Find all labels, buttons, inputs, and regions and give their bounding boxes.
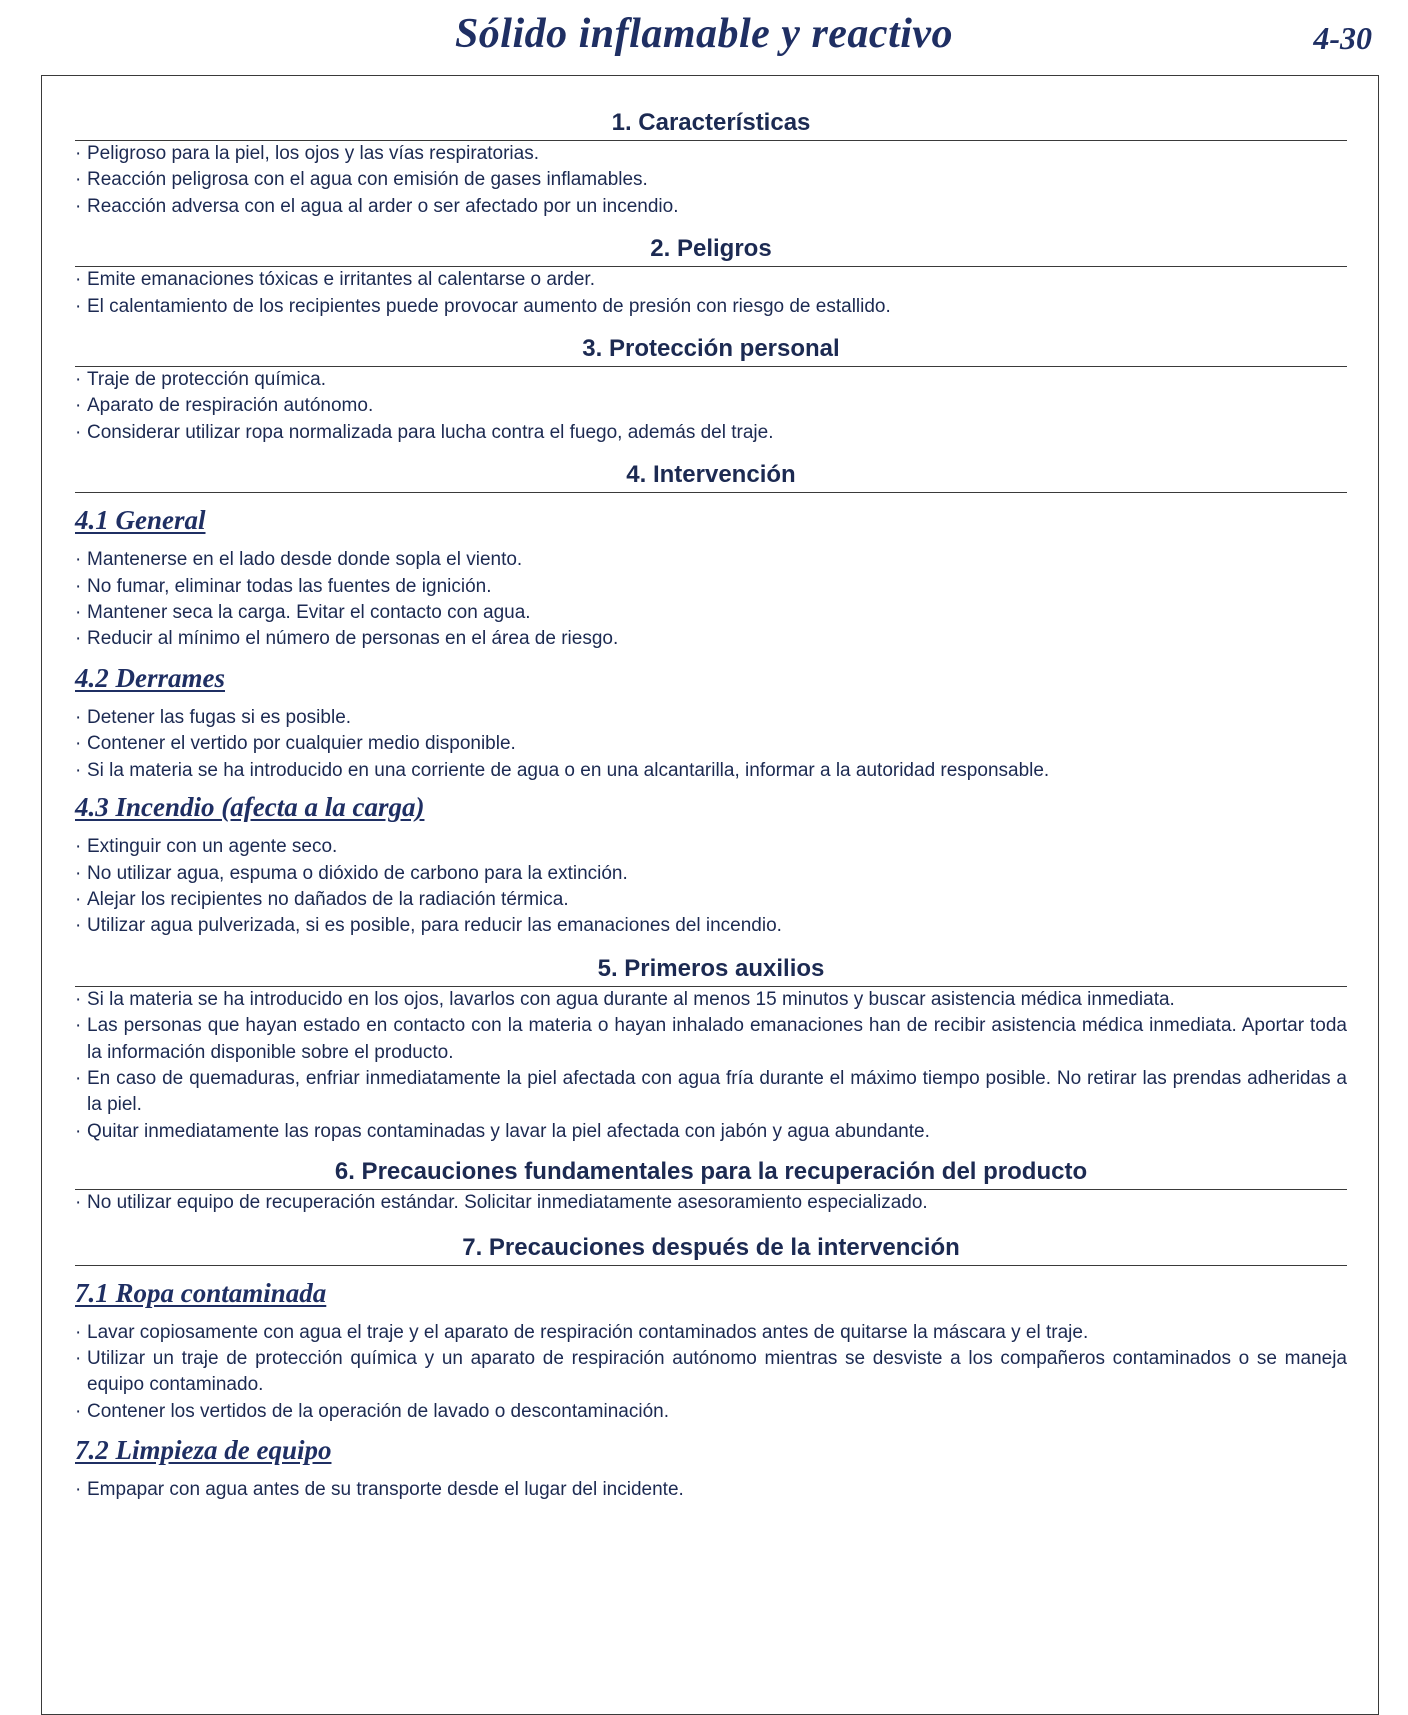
page-number: 4-30	[1313, 20, 1372, 56]
list-item: · Considerar utilizar ropa normalizada para lucha contra el fuego, además del traje.	[75, 421, 774, 443]
list-item: · Si la materia se ha introducido en los ojos, lavarlos con agua durante al menos 15 minutos y buscar asistencia médica inmediata.	[75, 988, 1175, 1010]
bullet-list	[75, 547, 1347, 653]
list-item: · Extinguir con un agente seco.	[75, 836, 338, 858]
list-item: · Contener el vertido por cualquier medio disponible.	[75, 733, 516, 755]
list-item: · Lavar copiosamente con agua el traje y el aparato de respiración contaminados antes de quitarse la máscara y el traje.	[75, 1321, 1089, 1343]
list-item: · Las personas que hayan estado en contacto con la materia o hayan inhalado emanaciones han de recibir asistencia médica inmediata. Aportar toda la información disponible sobre el producto.	[75, 1015, 1347, 1063]
page-header	[0, 0, 1408, 76]
section-heading-precauciones-despues: 7. Precauciones después de la intervención	[75, 1233, 1347, 1266]
content	[75, 108, 1347, 1504]
bullet-list	[75, 834, 1347, 940]
list-item: · Detener las fugas si es posible.	[75, 706, 352, 728]
section-heading-intervencion: 4. Intervención	[75, 460, 1347, 493]
list-item: · Contener los vertidos de la operación de lavado o descontaminación.	[75, 1400, 669, 1422]
list-item: · El calentamiento de los recipientes puede provocar aumento de presión con riesgo de estallido.	[75, 295, 891, 317]
list-item: · En caso de quemaduras, enfriar inmediatamente la piel afectada con agua fría durante el máximo tiempo posible. No retirar las prendas adheridas a la piel.	[75, 1067, 1347, 1116]
list-item: · Quitar inmediatamente las ropas contaminadas y lavar la piel afectada con jabón y agua abundante.	[75, 1120, 930, 1142]
list-item: · Mantenerse en el lado desde donde sopla el viento.	[75, 549, 523, 571]
list-item: · Peligroso para la piel, los ojos y las vías respiratorias.	[75, 143, 539, 164]
list-item: · Empapar con agua antes de su transporte desde el lugar del incidente.	[75, 1479, 684, 1501]
bullet-list	[75, 987, 1347, 1145]
subheading-limpieza-equipo: 7.2 Limpieza de equipo	[75, 1435, 332, 1466]
list-item: · Reacción peligrosa con el agua con emisión de gases inflamables.	[75, 169, 648, 191]
bullet-list	[75, 1190, 1347, 1216]
section-heading-primeros-auxilios: 5. Primeros auxilios	[75, 954, 1347, 987]
list-item: · Traje de protección química.	[75, 369, 327, 391]
list-item: · Utilizar agua pulverizada, si es posible, para reducir las emanaciones del incendio.	[75, 915, 782, 937]
list-item: · Si la materia se ha introducido en una corriente de agua o en una alcantarilla, informar a la autoridad responsable.	[75, 759, 1050, 781]
section-heading-peligros: 2. Peligros	[75, 234, 1347, 267]
bullet-list	[75, 1320, 1347, 1426]
bullet-list	[75, 1477, 1347, 1503]
list-item: · Reacción adversa con el agua al arder o ser afectado por un incendio.	[75, 195, 679, 217]
section-heading-proteccion-personal: 3. Protección personal	[75, 334, 1347, 367]
subheading-general: 4.1 General	[75, 505, 206, 536]
list-item: · Mantener seca la carga. Evitar el contacto con agua.	[75, 602, 531, 624]
subheading-incendio: 4.3 Incendio (afecta a la carga)	[75, 792, 425, 823]
list-item: · Reducir al mínimo el número de personas en el área de riesgo.	[75, 628, 619, 650]
list-item: · No utilizar equipo de recuperación estándar. Solicitar inmediatamente asesoramiento especializado.	[75, 1192, 928, 1214]
section-heading-caracteristicas: 1. Características	[75, 108, 1347, 141]
bullet-list	[75, 705, 1347, 784]
page-title: Sólido inflamable y reactivo	[454, 11, 954, 57]
section-heading-precauciones-recuperacion: 6. Precauciones fundamentales para la recuperación del producto	[75, 1157, 1347, 1190]
list-item: · Aparato de respiración autónomo.	[75, 395, 374, 417]
list-item: · No fumar, eliminar todas las fuentes de ignición.	[75, 575, 492, 597]
list-item: · Emite emanaciones tóxicas e irritantes al calentarse o arder.	[75, 269, 595, 291]
list-item: · Alejar los recipientes no dañados de la radiación térmica.	[75, 888, 569, 910]
list-item: · No utilizar agua, espuma o dióxido de carbono para la extinción.	[75, 862, 628, 884]
bullet-list	[75, 367, 1347, 446]
bullet-list	[75, 267, 1347, 320]
subheading-derrames: 4.2 Derrames	[75, 662, 225, 693]
subheading-ropa-contaminada: 7.1 Ropa contaminada	[75, 1277, 327, 1308]
bullet-list	[75, 141, 1347, 220]
list-item: · Utilizar un traje de protección química y un aparato de respiración autónomo mientras se desviste a los compañeros contaminados o se maneja equipo contaminado.	[75, 1347, 1347, 1396]
